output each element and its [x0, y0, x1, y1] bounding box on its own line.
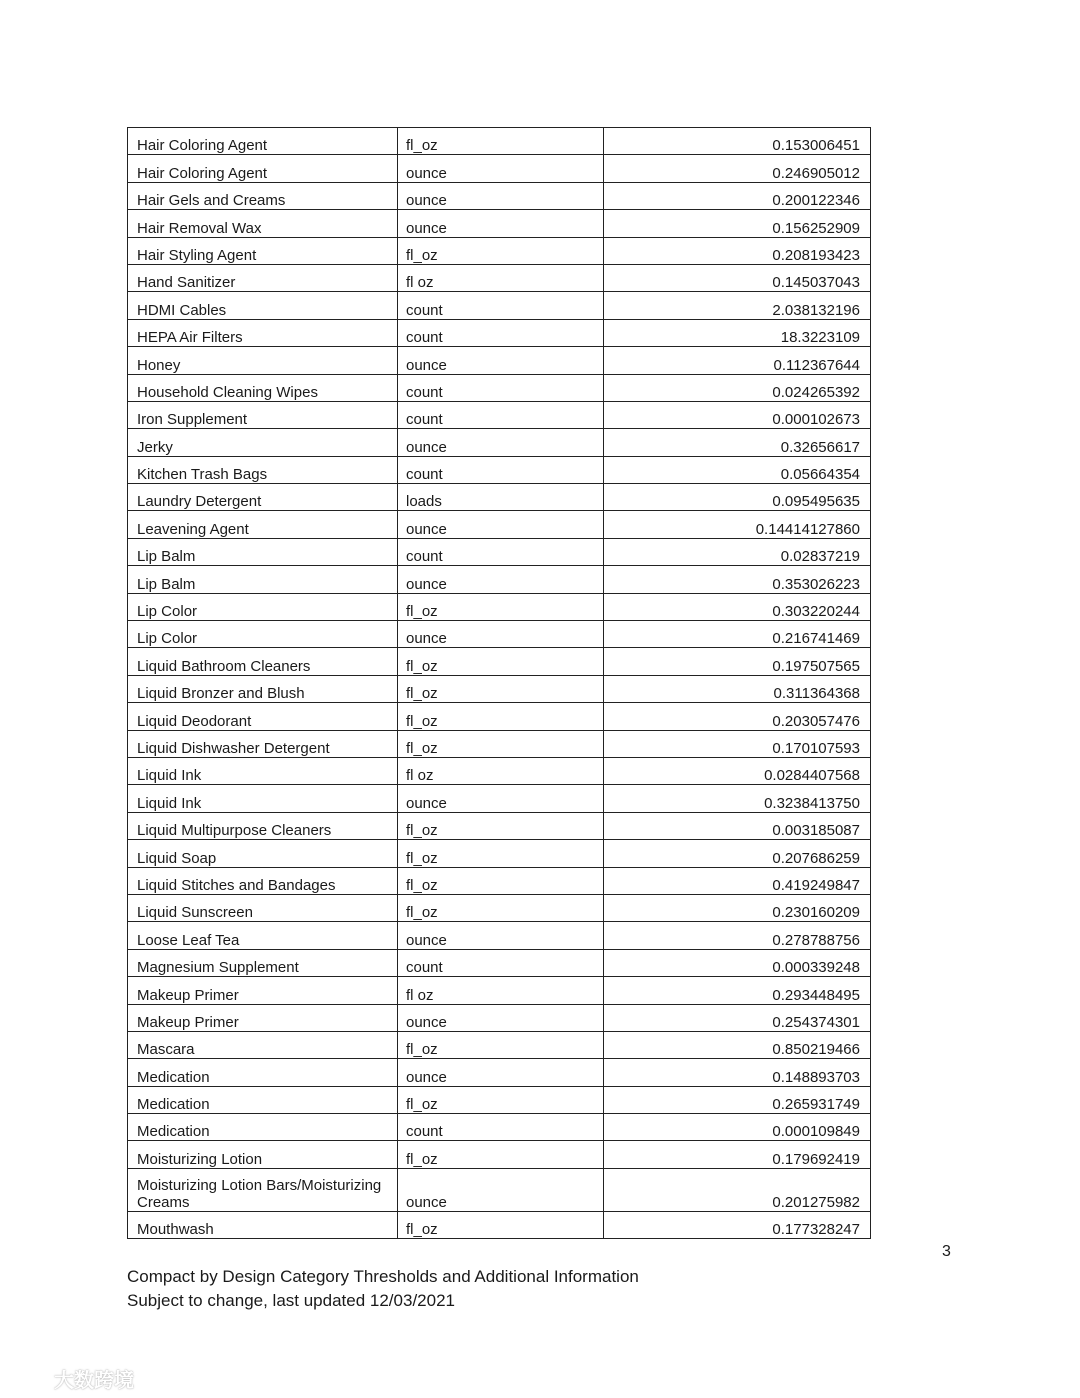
- value-cell: 0.000109849: [604, 1114, 871, 1141]
- value-cell: 0.230160209: [604, 894, 871, 921]
- value-cell: 0.000339248: [604, 949, 871, 976]
- category-cell: Makeup Primer: [128, 977, 398, 1004]
- table-row: [128, 128, 871, 155]
- value-cell: 0.265931749: [604, 1086, 871, 1113]
- table-row: [128, 210, 871, 237]
- value-cell: 0.850219466: [604, 1031, 871, 1058]
- unit-cell: fl_oz: [398, 128, 604, 155]
- category-cell: Lip Balm: [128, 566, 398, 593]
- unit-cell: ounce: [398, 922, 604, 949]
- footer: [127, 1265, 639, 1313]
- footer-title: Compact by Design Category Thresholds and Additional Information: [127, 1267, 639, 1286]
- unit-cell: ounce: [398, 785, 604, 812]
- unit-cell: ounce: [398, 1059, 604, 1086]
- category-cell: Kitchen Trash Bags: [128, 456, 398, 483]
- unit-cell: fl_oz: [398, 1141, 604, 1168]
- unit-cell: count: [398, 401, 604, 428]
- page-number: 3: [942, 1243, 951, 1260]
- unit-cell: loads: [398, 484, 604, 511]
- value-cell: 18.3223109: [604, 319, 871, 346]
- value-cell: 0.201275982: [604, 1168, 871, 1211]
- unit-cell: fl_oz: [398, 867, 604, 894]
- category-cell: Liquid Ink: [128, 785, 398, 812]
- value-cell: 0.05664354: [604, 456, 871, 483]
- table-row: [128, 648, 871, 675]
- category-cell: Mascara: [128, 1031, 398, 1058]
- table-row: [128, 182, 871, 209]
- category-cell: Hair Coloring Agent: [128, 155, 398, 182]
- value-cell: 0.148893703: [604, 1059, 871, 1086]
- unit-cell: ounce: [398, 511, 604, 538]
- value-cell: 0.3238413750: [604, 785, 871, 812]
- table-row: [128, 812, 871, 839]
- unit-cell: count: [398, 538, 604, 565]
- category-cell: Magnesium Supplement: [128, 949, 398, 976]
- value-cell: 0.200122346: [604, 182, 871, 209]
- value-cell: 0.197507565: [604, 648, 871, 675]
- unit-cell: count: [398, 1114, 604, 1141]
- unit-cell: count: [398, 456, 604, 483]
- table-row: [128, 593, 871, 620]
- unit-cell: fl oz: [398, 757, 604, 784]
- table-row: [128, 538, 871, 565]
- value-cell: 0.293448495: [604, 977, 871, 1004]
- category-cell: Iron Supplement: [128, 401, 398, 428]
- category-cell: Moisturizing Lotion Bars/Moisturizing Creams: [128, 1168, 398, 1211]
- unit-cell: fl_oz: [398, 840, 604, 867]
- table-row: [128, 456, 871, 483]
- table-row: [128, 264, 871, 291]
- thresholds-table: [127, 127, 871, 1239]
- category-cell: Makeup Primer: [128, 1004, 398, 1031]
- value-cell: 0.303220244: [604, 593, 871, 620]
- table-row: [128, 1004, 871, 1031]
- value-cell: 0.14414127860: [604, 511, 871, 538]
- category-cell: Hair Styling Agent: [128, 237, 398, 264]
- unit-cell: fl oz: [398, 977, 604, 1004]
- table-row: [128, 922, 871, 949]
- category-cell: Liquid Sunscreen: [128, 894, 398, 921]
- unit-cell: ounce: [398, 1168, 604, 1211]
- unit-cell: fl_oz: [398, 703, 604, 730]
- table-row: [128, 429, 871, 456]
- unit-cell: fl oz: [398, 264, 604, 291]
- table-row: [128, 621, 871, 648]
- value-cell: 0.0284407568: [604, 757, 871, 784]
- watermark-text: 大数跨境: [54, 1368, 134, 1392]
- value-cell: 0.02837219: [604, 538, 871, 565]
- table-row: [128, 347, 871, 374]
- table-row: [128, 1031, 871, 1058]
- value-cell: 0.179692419: [604, 1141, 871, 1168]
- category-cell: Loose Leaf Tea: [128, 922, 398, 949]
- unit-cell: count: [398, 319, 604, 346]
- table-row: [128, 1114, 871, 1141]
- category-cell: Hair Gels and Creams: [128, 182, 398, 209]
- table-row: [128, 401, 871, 428]
- category-cell: Lip Color: [128, 593, 398, 620]
- value-cell: 0.203057476: [604, 703, 871, 730]
- category-cell: Lip Balm: [128, 538, 398, 565]
- table-row: [128, 484, 871, 511]
- table-row: [128, 1059, 871, 1086]
- table-row: [128, 867, 871, 894]
- unit-cell: fl_oz: [398, 1086, 604, 1113]
- unit-cell: count: [398, 949, 604, 976]
- value-cell: 0.170107593: [604, 730, 871, 757]
- unit-cell: ounce: [398, 621, 604, 648]
- category-cell: Liquid Bathroom Cleaners: [128, 648, 398, 675]
- value-cell: 0.095495635: [604, 484, 871, 511]
- unit-cell: fl_oz: [398, 1211, 604, 1238]
- table-row: [128, 319, 871, 346]
- value-cell: 0.177328247: [604, 1211, 871, 1238]
- value-cell: 0.003185087: [604, 812, 871, 839]
- unit-cell: fl_oz: [398, 812, 604, 839]
- unit-cell: ounce: [398, 566, 604, 593]
- table-row: [128, 1168, 871, 1211]
- unit-cell: ounce: [398, 155, 604, 182]
- value-cell: 0.207686259: [604, 840, 871, 867]
- table-row: [128, 840, 871, 867]
- category-cell: Medication: [128, 1114, 398, 1141]
- category-cell: Hand Sanitizer: [128, 264, 398, 291]
- unit-cell: fl_oz: [398, 894, 604, 921]
- table-row: [128, 703, 871, 730]
- unit-cell: count: [398, 374, 604, 401]
- value-cell: 0.145037043: [604, 264, 871, 291]
- category-cell: Liquid Ink: [128, 757, 398, 784]
- footer-update-note: Subject to change, last updated 12/03/2021: [127, 1291, 455, 1310]
- value-cell: 0.254374301: [604, 1004, 871, 1031]
- table-row: [128, 511, 871, 538]
- table-row: [128, 977, 871, 1004]
- value-cell: 0.353026223: [604, 566, 871, 593]
- category-cell: Medication: [128, 1059, 398, 1086]
- table-row: [128, 785, 871, 812]
- category-cell: Laundry Detergent: [128, 484, 398, 511]
- category-cell: Liquid Deodorant: [128, 703, 398, 730]
- unit-cell: fl_oz: [398, 730, 604, 757]
- unit-cell: ounce: [398, 210, 604, 237]
- value-cell: 0.208193423: [604, 237, 871, 264]
- value-cell: 0.112367644: [604, 347, 871, 374]
- table-row: [128, 949, 871, 976]
- category-cell: Liquid Dishwasher Detergent: [128, 730, 398, 757]
- value-cell: 0.311364368: [604, 675, 871, 702]
- table-row: [128, 237, 871, 264]
- category-cell: Jerky: [128, 429, 398, 456]
- category-cell: Hair Removal Wax: [128, 210, 398, 237]
- value-cell: 0.024265392: [604, 374, 871, 401]
- thresholds-table-body: [128, 128, 871, 1239]
- value-cell: 2.038132196: [604, 292, 871, 319]
- category-cell: Hair Coloring Agent: [128, 128, 398, 155]
- table-row: [128, 675, 871, 702]
- value-cell: 0.32656617: [604, 429, 871, 456]
- value-cell: 0.246905012: [604, 155, 871, 182]
- unit-cell: ounce: [398, 429, 604, 456]
- table-row: [128, 730, 871, 757]
- category-cell: HDMI Cables: [128, 292, 398, 319]
- value-cell: 0.216741469: [604, 621, 871, 648]
- value-cell: 0.278788756: [604, 922, 871, 949]
- unit-cell: fl_oz: [398, 1031, 604, 1058]
- value-cell: 0.156252909: [604, 210, 871, 237]
- value-cell: 0.000102673: [604, 401, 871, 428]
- unit-cell: ounce: [398, 1004, 604, 1031]
- unit-cell: fl_oz: [398, 237, 604, 264]
- table-row: [128, 374, 871, 401]
- category-cell: Medication: [128, 1086, 398, 1113]
- category-cell: Liquid Stitches and Bandages: [128, 867, 398, 894]
- table-row: [128, 1086, 871, 1113]
- category-cell: Honey: [128, 347, 398, 374]
- category-cell: Liquid Multipurpose Cleaners: [128, 812, 398, 839]
- unit-cell: count: [398, 292, 604, 319]
- unit-cell: fl_oz: [398, 675, 604, 702]
- value-cell: 0.419249847: [604, 867, 871, 894]
- table-row: [128, 155, 871, 182]
- category-cell: Household Cleaning Wipes: [128, 374, 398, 401]
- unit-cell: ounce: [398, 182, 604, 209]
- category-cell: Liquid Bronzer and Blush: [128, 675, 398, 702]
- watermark: [8, 1364, 134, 1393]
- table-row: [128, 292, 871, 319]
- table-row: [128, 566, 871, 593]
- unit-cell: ounce: [398, 347, 604, 374]
- table-row: [128, 894, 871, 921]
- category-cell: Liquid Soap: [128, 840, 398, 867]
- value-cell: 0.153006451: [604, 128, 871, 155]
- unit-cell: fl_oz: [398, 648, 604, 675]
- table-row: [128, 757, 871, 784]
- table-row: [128, 1211, 871, 1238]
- category-cell: Leavening Agent: [128, 511, 398, 538]
- unit-cell: fl_oz: [398, 593, 604, 620]
- category-cell: Moisturizing Lotion: [128, 1141, 398, 1168]
- category-cell: Mouthwash: [128, 1211, 398, 1238]
- category-cell: HEPA Air Filters: [128, 319, 398, 346]
- category-cell: Lip Color: [128, 621, 398, 648]
- watermark-logo-icon: [8, 1368, 50, 1390]
- table-row: [128, 1141, 871, 1168]
